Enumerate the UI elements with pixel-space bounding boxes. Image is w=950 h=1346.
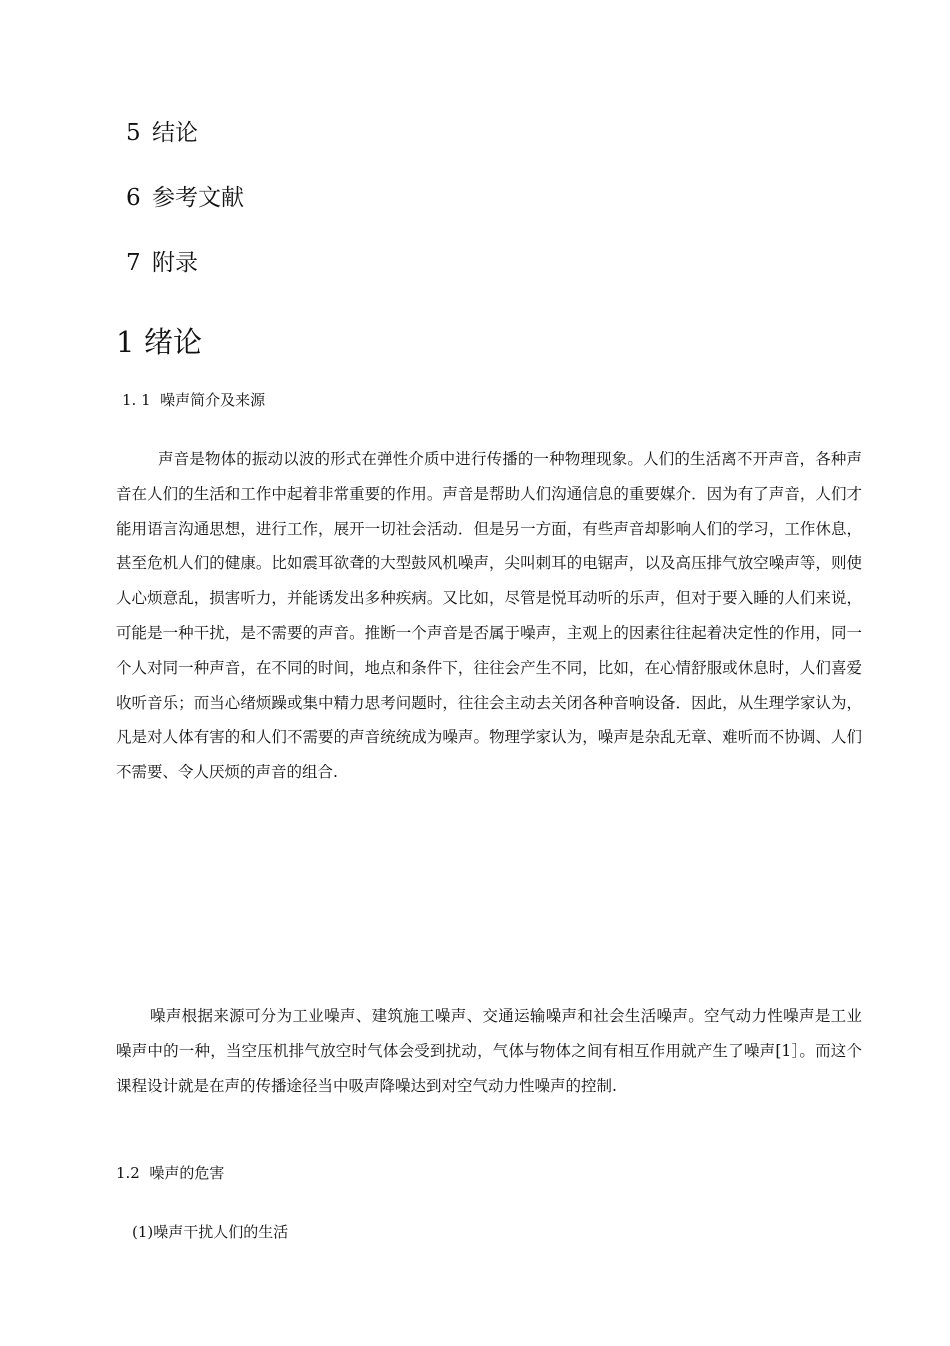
toc-item-references (126, 183, 244, 213)
subsection-heading: (1)噪声干扰人们的生活 (132, 1223, 289, 1241)
chapter-title: 绪论 (144, 325, 203, 359)
body-paragraph: 噪声根据来源可分为工业噪声、建筑施工噪声、交通运输噪声和社会生活噪声。空气动力性噪声是工业噪声中的一种，当空压机排气放空时气体会受到扰动，气体与物体之间有相互作用就产生了噪声[1］。而这个课程设计就是在声的传播途径当中吸声降噪达到对空气动力性噪声的控制. (116, 1007, 862, 1095)
toc-item-appendix (126, 248, 198, 278)
toc-item-title: 参考文献 (152, 185, 244, 211)
section-number: 1. 1 (122, 391, 151, 409)
section-heading-1-1 (122, 389, 265, 411)
body-paragraph: 声音是物体的振动以波的形式在弹性介质中进行传播的一种物理现象。人们的生活离不开声音，各种声音在人们的生活和工作中起着非常重要的作用。声音是帮助人们沟通信息的重要媒介．因为有了声音，人们才能用语言沟通思想，进行工作，展开一切社会活动．但是另一方面，有些声音却影响人们的学习，工作休息，甚至危机人们的健康。比如震耳欲聋的大型鼓风机噪声，尖叫刺耳的电锯声，以及高压排气放空噪声等，则使人心烦意乱，损害听力，并能诱发出多种疾病。又比如，尽管是悦耳动听的乐声，但对于要入睡的人们来说，可能是一种干扰，是不需要的声音。推断一个声音是否属于噪声，主观上的因素往往起着决定性的作用，同一个人对同一种声音，在不同的时间，地点和条件下，往往会产生不同，比如，在心情舒服或休息时，人们喜爱收听音乐；而当心绪烦躁或集中精力思考问题时，往往会主动去关闭各种音响设备．因此，从生理学家认为，凡是对人体有害的和人们不需要的声音统统成为噪声。物理学家认为，噪声是杂乱无章、难听而不协调、人们不需要、令人厌烦的声音的组合. (116, 450, 862, 782)
toc-item-conclusion (126, 118, 198, 148)
chapter-heading (116, 323, 202, 361)
section-title: 噪声简介及来源 (160, 391, 266, 409)
toc-item-title: 附录 (152, 250, 198, 276)
toc-item-title: 结论 (152, 120, 198, 146)
toc-item-number: 7 (126, 250, 141, 276)
section-title: 噪声的危害 (149, 1164, 225, 1182)
section-heading-1-2 (116, 1162, 224, 1184)
toc-item-number: 6 (126, 185, 141, 211)
section-number: 1.2 (116, 1164, 140, 1182)
toc-item-number: 5 (126, 120, 141, 146)
chapter-number: 1 (116, 325, 135, 359)
